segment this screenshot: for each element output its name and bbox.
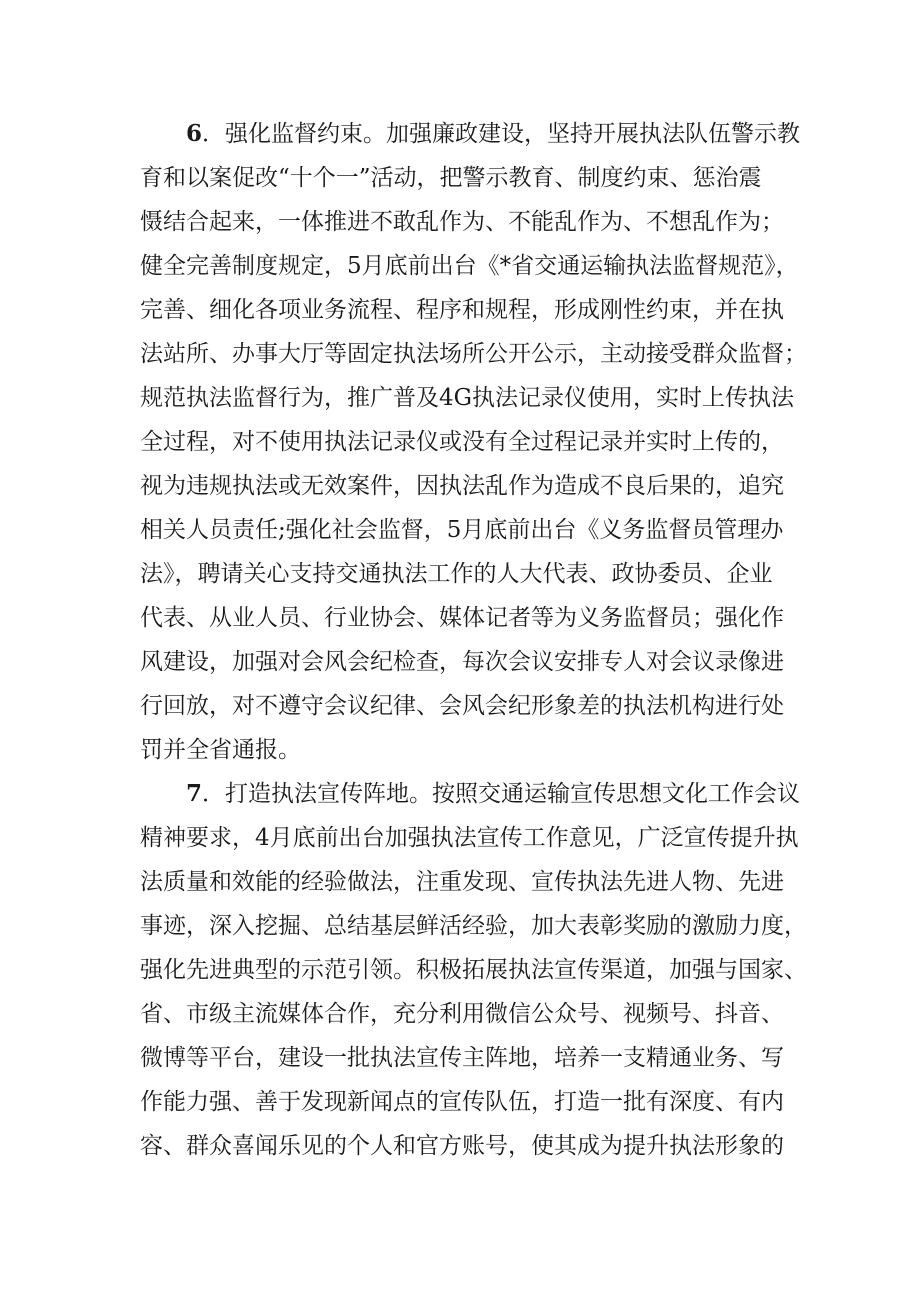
document-body — [140, 112, 807, 1168]
paragraph-line: 全过程，对不使用执法记录仪或没有全过程记录并实时上传的， — [140, 429, 784, 455]
paragraph-line: 6．强化监督约束。加强廉政建设，坚持开展执法队伍警示教 — [186, 120, 801, 147]
paragraph-line: 精神要求，4月底前出台加强执法宣传工作意见，广泛宣传提升执 — [140, 825, 799, 851]
paragraph-line: 慑结合起来，一体推进不敢乱作为、不能乱作为、不想乱作为； — [140, 209, 784, 235]
paragraph-line: 风建设，加强对会风会纪检查，每次会议安排专人对会议录像进 — [140, 649, 784, 675]
paragraph-line: 法站所、办事大厅等固定执法场所公开公示，主动接受群众监督； — [140, 341, 807, 367]
paragraph-line: 视为违规执法或无效案件，因执法乱作为造成不良后果的，追究 — [140, 473, 784, 499]
paragraph-line: 育和以案促改“十个一”活动，把警示教育、制度约束、惩治震 — [140, 165, 762, 191]
paragraph-line: 事迹，深入挖掘、总结基层鲜活经验，加大表彰奖励的激励力度， — [140, 913, 807, 939]
paragraph-line: 完善、细化各项业务流程、程序和规程，形成刚性约束，并在执 — [140, 297, 784, 323]
paragraph-line: 省、市级主流媒体合作，充分利用微信公众号、视频号、抖音、 — [140, 1001, 784, 1027]
paragraph-line: 行回放，对不遵守会议纪律、会风会纪形象差的执法机构进行处 — [140, 693, 784, 719]
paragraph-line: 法质量和效能的经验做法，注重发现、宣传执法先进人物、先进 — [140, 869, 784, 895]
paragraph-line: 代表、从业人员、行业协会、媒体记者等为义务监督员；强化作 — [140, 605, 784, 631]
paragraph-line: 规范执法监督行为，推广普及4G执法记录仪使用，实时上传执法 — [140, 385, 795, 411]
paragraph-line: 强化先进典型的示范引领。积极拓展执法宣传渠道，加强与国家、 — [140, 957, 807, 983]
paragraph-6 — [140, 112, 807, 772]
paragraph-7 — [140, 772, 807, 1168]
paragraph-line: 相关人员责任;强化社会监督，5月底前出台《义务监督员管理办 — [140, 517, 784, 543]
item-number: 7 — [186, 780, 203, 807]
paragraph-line: 作能力强、善于发现新闻点的宣传队伍，打造一批有深度、有内 — [140, 1089, 784, 1115]
paragraph-line: 法》，聘请关心支持交通执法工作的人大代表、政协委员、企业 — [140, 561, 773, 587]
item-number: 6 — [186, 120, 203, 147]
paragraph-line: 健全完善制度规定，5月底前出台《*省交通运输执法监督规范》， — [140, 253, 799, 279]
paragraph-line: 罚并全省通报。 — [140, 737, 301, 763]
paragraph-line: 微博等平台，建设一批执法宣传主阵地，培养一支精通业务、写 — [140, 1045, 784, 1071]
paragraph-line: 容、群众喜闻乐见的个人和官方账号，使其成为提升执法形象的 — [140, 1133, 784, 1159]
paragraph-line: 7．打造执法宣传阵地。按照交通运输宣传思想文化工作会议 — [186, 780, 801, 807]
